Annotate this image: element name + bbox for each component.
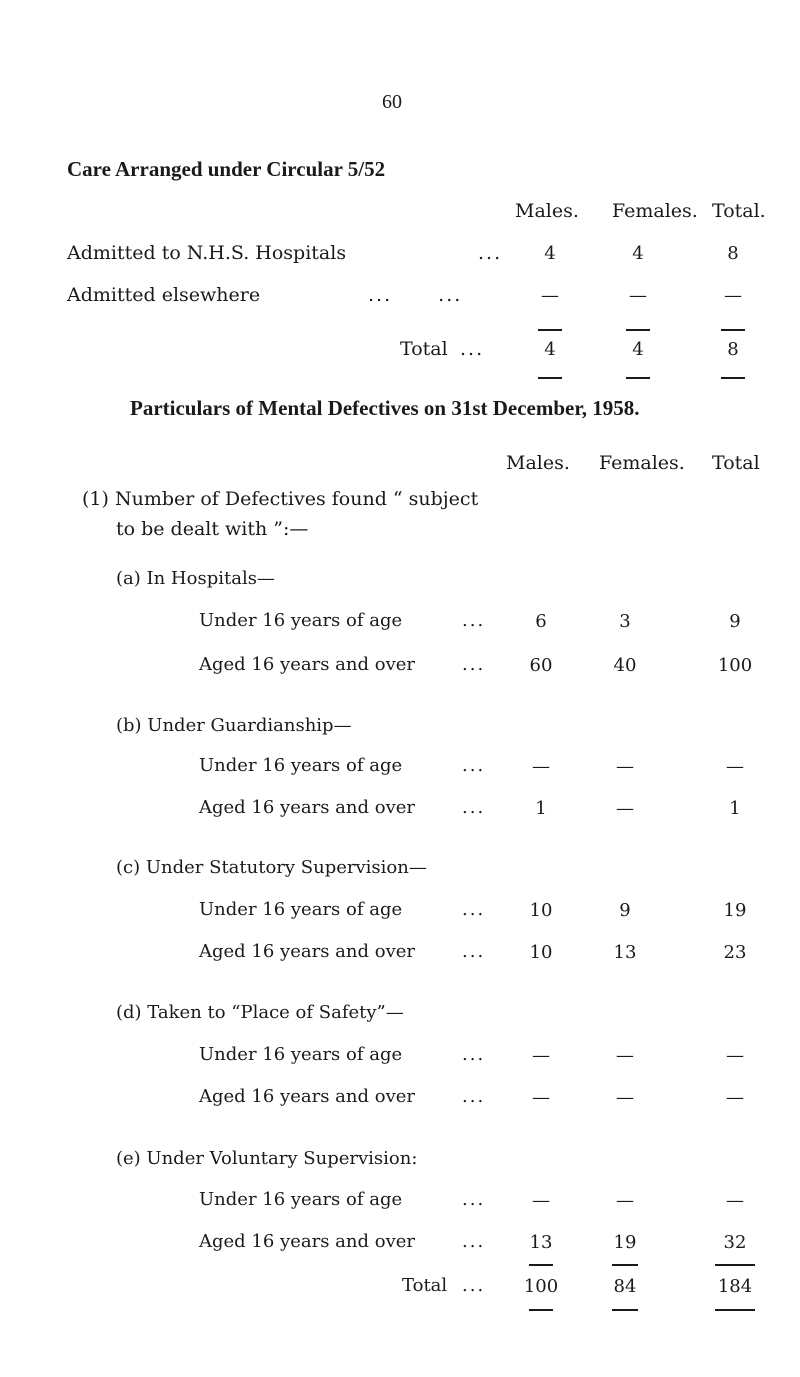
page-number: 60 [382,91,402,113]
care-title: Care Arranged under Circular 5/52 [67,157,386,181]
row-females: — [616,1087,634,1108]
section-heading: (e) Under Voluntary Supervision: [116,1148,418,1169]
row-males: 6 [535,611,547,632]
total-rule [612,1309,638,1311]
row-males: — [532,1190,550,1211]
section-heading: (a) In Hospitals— [116,568,275,589]
care-row-dots: ... ... [368,284,463,306]
total-rule [715,1309,755,1311]
mental-total-total: 184 [717,1276,753,1297]
row-males: 1 [535,798,547,819]
care-row-total: 8 [727,243,739,264]
care-row-males: 4 [544,243,556,264]
row-males: — [532,1087,550,1108]
care-rule [538,377,562,379]
mental-total-dots: ... [462,1275,486,1296]
row-females: 3 [619,611,631,632]
mental-total-males: 100 [523,1276,559,1297]
row-label: Aged 16 years and over [199,654,415,675]
section-heading: (d) Taken to “Place of Safety”— [116,1002,404,1023]
row-label: Aged 16 years and over [199,797,415,818]
care-header-females: Females. [612,200,698,222]
row-females: 9 [619,900,631,921]
row-total: 19 [723,900,747,921]
row-dots: ... [462,1086,486,1107]
mental-header-females: Females. [599,452,685,474]
care-row-label: Admitted elsewhere [67,284,261,306]
care-total-males: 4 [544,339,556,360]
row-total: 1 [729,798,741,819]
row-dots: ... [462,610,486,631]
row-males: — [532,756,550,777]
mental-title: Particulars of Mental Defectives on 31st December, 1958. [130,396,640,420]
row-label: Under 16 years of age [199,1044,403,1065]
row-total: 100 [717,655,753,676]
care-rule [538,329,562,331]
row-total: — [726,1045,744,1066]
row-total: — [726,756,744,777]
row-dots: ... [462,899,486,920]
mental-intro-line2: to be dealt with ”:— [116,518,309,540]
row-females: — [616,1045,634,1066]
mental-intro-line1: (1) Number of Defectives found “ subject [82,488,479,510]
row-label: Aged 16 years and over [199,941,415,962]
row-total: 9 [729,611,741,632]
row-dots: ... [462,755,486,776]
row-males: 10 [529,900,553,921]
care-rule [626,329,650,331]
row-label: Under 16 years of age [199,1189,403,1210]
row-label: Aged 16 years and over [199,1231,415,1252]
row-females: — [616,1190,634,1211]
total-rule [715,1264,755,1266]
row-dots: ... [462,1189,486,1210]
care-header-males: Males. [515,200,579,222]
care-row-label: Admitted to N.H.S. Hospitals [67,242,347,264]
total-rule [529,1264,553,1266]
row-total: — [726,1087,744,1108]
row-dots: ... [462,1044,486,1065]
row-females: 19 [613,1232,637,1253]
total-rule [529,1309,553,1311]
row-females: 13 [613,942,637,963]
row-males: 13 [529,1232,553,1253]
section-heading: (b) Under Guardianship— [116,715,352,736]
care-row-total: — [724,285,742,306]
row-label: Under 16 years of age [199,899,403,920]
row-females: — [616,798,634,819]
row-total: — [726,1190,744,1211]
care-total-dots: ... [460,338,485,360]
mental-total-females: 84 [613,1276,637,1297]
row-label: Under 16 years of age [199,755,403,776]
row-dots: ... [462,941,486,962]
row-dots: ... [462,797,486,818]
care-total-total: 8 [727,339,739,360]
care-row-males: — [541,285,559,306]
mental-header-total: Total [712,452,760,474]
section-heading: (c) Under Statutory Supervision— [116,857,427,878]
care-total-females: 4 [632,339,644,360]
care-rule [626,377,650,379]
row-dots: ... [462,654,486,675]
care-row-dots: ... [478,242,503,264]
mental-header-males: Males. [506,452,570,474]
care-rule [721,377,745,379]
row-males: — [532,1045,550,1066]
mental-total-label: Total [402,1275,448,1296]
care-rule [721,329,745,331]
care-total-label: Total [400,338,448,360]
row-males: 60 [529,655,553,676]
row-females: 40 [613,655,637,676]
row-label: Aged 16 years and over [199,1086,415,1107]
total-rule [612,1264,638,1266]
care-row-females: — [629,285,647,306]
row-total: 23 [723,942,747,963]
care-header-total: Total. [712,200,766,222]
row-males: 10 [529,942,553,963]
care-row-females: 4 [632,243,644,264]
row-total: 32 [723,1232,747,1253]
row-dots: ... [462,1231,486,1252]
row-females: — [616,756,634,777]
row-label: Under 16 years of age [199,610,403,631]
